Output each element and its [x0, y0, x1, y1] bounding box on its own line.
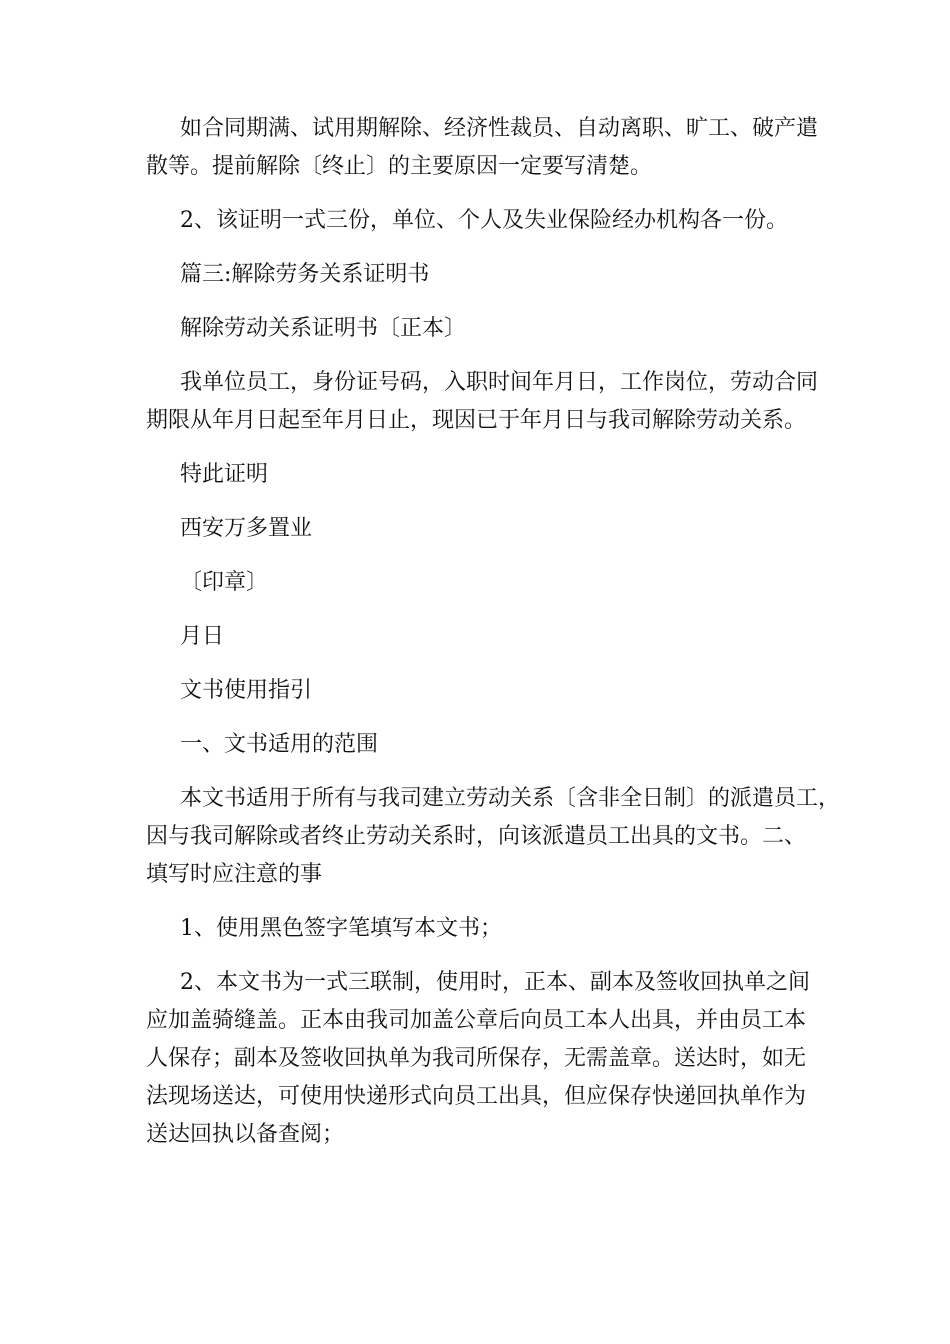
- section-heading-part-three: [146, 256, 818, 294]
- text-line: 解除劳动关系证明书〔正本〕: [180, 316, 467, 341]
- instruction-pen: [146, 910, 818, 948]
- text-line: 法现场送达，可使用快递形式向员工出具，但应保存快递回执单作为: [146, 1084, 807, 1109]
- text-line: 我单位员工，身份证号码，入职时间年月日，工作岗位，劳动合同: [180, 370, 819, 395]
- seal-placeholder: [146, 564, 818, 602]
- text-line: 西安万多置业: [180, 516, 313, 541]
- instruction-triplicate: [146, 964, 818, 1154]
- paragraph-termination-reasons: [146, 110, 818, 186]
- text-line: 篇三:解除劳务关系证明书: [180, 262, 430, 287]
- date-placeholder: [146, 618, 818, 656]
- text-line: 〔印章〕: [180, 570, 269, 595]
- text-line: 文书使用指引: [180, 678, 313, 703]
- text-line: 应加盖骑缝盖。正本由我司加盖公章后向员工本人出具，并由员工本: [146, 1008, 807, 1033]
- scope-heading: [146, 726, 818, 764]
- text-line: 如合同期满、试用期解除、经济性裁员、自动离职、旷工、破产遣: [180, 116, 819, 141]
- text-line: 2、该证明一式三份，单位、个人及失业保险经办机构各一份。: [180, 208, 788, 233]
- text-line: 月日: [180, 624, 225, 649]
- text-line: 1、使用黑色签字笔填写本文书；: [180, 916, 502, 941]
- text-line: 送达回执以备查阅；: [146, 1122, 345, 1147]
- text-line: 期限从年月日起至年月日止，现因已于年月日与我司解除劳动关系。: [146, 408, 807, 433]
- text-line: 人保存；副本及签收回执单为我司所保存，无需盖章。送达时，如无: [146, 1046, 807, 1071]
- text-line: 2、本文书为一式三联制，使用时，正本、副本及签收回执单之间: [180, 970, 810, 995]
- company-name: [146, 510, 818, 548]
- text-line: 填写时应注意的事: [146, 862, 323, 887]
- text-line: 因与我司解除或者终止劳动关系时，向该派遣员工出具的文书。二、: [146, 824, 807, 849]
- text-line: 一、文书适用的范围: [180, 732, 379, 757]
- usage-guide-heading: [146, 672, 818, 710]
- certification-statement: [146, 456, 818, 494]
- paragraph-copies-note: [146, 202, 818, 240]
- text-line: 散等。提前解除〔终止〕的主要原因一定要写清楚。: [146, 154, 653, 179]
- text-line: 特此证明: [180, 462, 269, 487]
- certificate-title: [146, 310, 818, 348]
- text-line: 本文书适用于所有与我司建立劳动关系〔含非全日制〕的派遣员工，: [180, 786, 841, 811]
- certificate-body: [146, 364, 818, 440]
- scope-body: [146, 780, 841, 894]
